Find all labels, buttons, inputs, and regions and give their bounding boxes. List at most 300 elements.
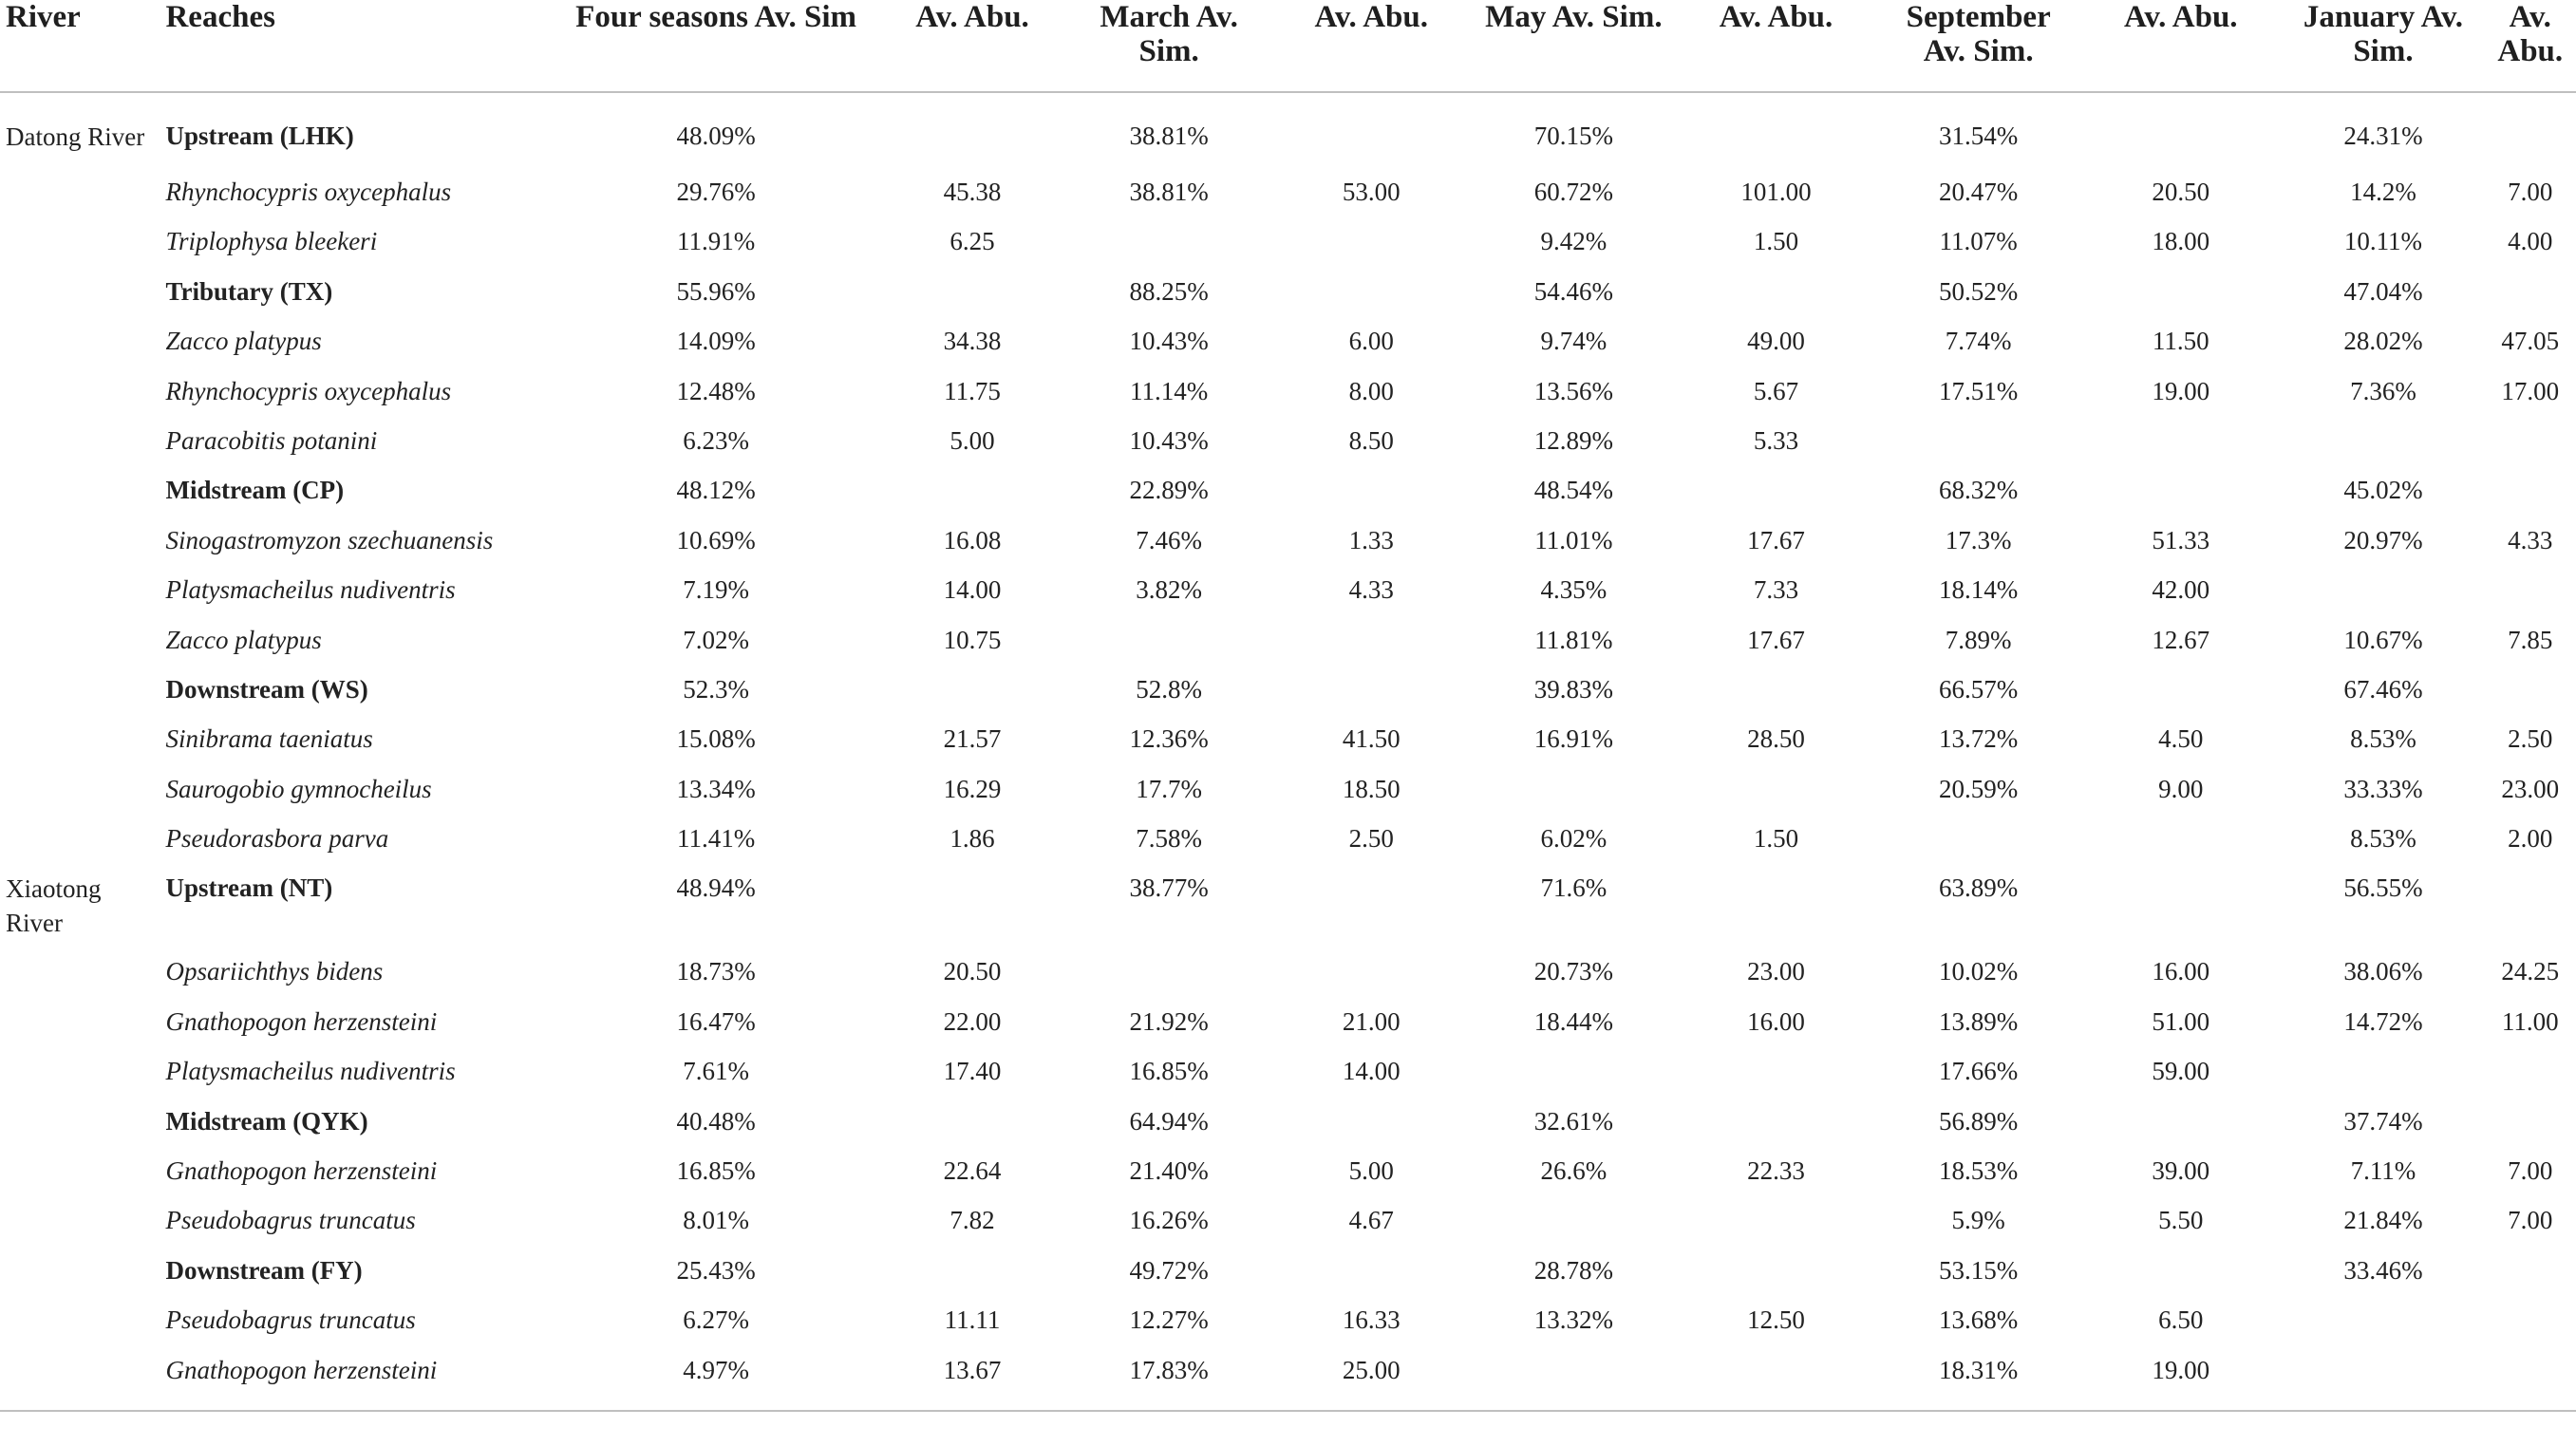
march-abu-cell: 14.00: [1342, 1057, 1401, 1086]
four-seasons-abu-cell: [877, 1254, 1068, 1304]
may-abu-cell: 23.00: [1747, 957, 1805, 986]
january-sim-cell: 67.46%: [2343, 674, 2423, 704]
may-sim-cell: 28.78%: [1533, 1255, 1613, 1285]
march-abu-cell: 4.67: [1348, 1206, 1394, 1235]
may-sim-cell: 9.42%: [1540, 227, 1608, 256]
september-abu-cell: [2079, 424, 2282, 474]
september-abu-cell: 12.67: [2152, 625, 2210, 654]
species-cell: Rhynchocypris oxycephalus: [165, 178, 452, 206]
september-sim-cell: 18.31%: [1877, 1354, 2079, 1411]
four-seasons-sim-cell: 55.96%: [676, 276, 756, 306]
four-seasons-abu-cell: [877, 92, 1068, 176]
table-row: [0, 573, 2576, 623]
march-abu-cell: 8.00: [1348, 376, 1394, 405]
may-abu-cell: 16.00: [1747, 1006, 1805, 1036]
january-abu-cell: 2.50: [2508, 724, 2553, 754]
table-row: [0, 1105, 2576, 1155]
may-abu-cell: [1675, 275, 1877, 325]
table-row: [0, 275, 2576, 325]
january-sim-cell: 37.74%: [2343, 1106, 2423, 1136]
table-row: [0, 1304, 2576, 1353]
september-sim-cell: 10.02%: [1939, 957, 2019, 986]
species-cell: Sinibrama taeniatus: [165, 724, 373, 754]
header-four-seasons-sim: Four seasons Av. Sim: [555, 0, 877, 92]
may-sim-cell: 26.6%: [1540, 1156, 1608, 1186]
may-sim-cell: 60.72%: [1533, 178, 1613, 206]
march-sim-cell: 16.26%: [1129, 1206, 1209, 1235]
march-sim-cell: 12.36%: [1129, 724, 1209, 754]
march-sim-cell: 11.14%: [1129, 376, 1209, 405]
species-cell: Gnathopogon herzensteini: [160, 1354, 555, 1411]
january-abu-cell: [2485, 673, 2576, 723]
four-seasons-sim-cell: 48.09%: [676, 122, 756, 150]
march-abu-cell: 2.50: [1348, 824, 1394, 854]
four-seasons-sim-cell: 7.02%: [683, 625, 749, 654]
may-abu-cell: [1675, 92, 1877, 176]
four-seasons-sim-cell: 25.43%: [676, 1255, 756, 1285]
september-sim-cell: 66.57%: [1939, 674, 2019, 704]
header-river: River: [0, 0, 160, 92]
river-cell: [0, 176, 160, 225]
table-row: [0, 773, 2576, 822]
september-abu-cell: [2079, 275, 2282, 325]
river-cell: [0, 1354, 160, 1411]
january-sim-cell: 56.55%: [2343, 873, 2423, 903]
may-abu-cell: 101.00: [1740, 178, 1812, 206]
january-abu-cell: [2485, 1055, 2576, 1104]
january-abu-cell: 2.00: [2508, 824, 2553, 854]
table-row: [0, 673, 2576, 723]
may-sim-cell: 6.02%: [1540, 824, 1608, 854]
march-sim-cell: 38.81%: [1129, 122, 1209, 150]
table-row: [0, 176, 2576, 225]
september-abu-cell: 59.00: [2152, 1057, 2210, 1086]
may-sim-cell: 11.01%: [1534, 525, 1613, 554]
september-abu-cell: [2079, 673, 2282, 723]
september-sim-cell: 11.07%: [1939, 227, 2018, 256]
reach-cell: Upstream (NT): [165, 873, 333, 903]
river-cell: [0, 955, 160, 1005]
four-seasons-abu-cell: [877, 474, 1068, 523]
four-seasons-sim-cell: 29.76%: [676, 178, 756, 206]
river-cell: [0, 1155, 160, 1204]
may-abu-cell: [1675, 1204, 1877, 1253]
march-sim-cell: [1068, 225, 1270, 274]
species-cell: Saurogobio gymnocheilus: [165, 774, 432, 803]
table-row: [0, 1254, 2576, 1304]
four-seasons-abu-cell: 6.25: [950, 227, 995, 256]
four-seasons-sim-cell: 4.97%: [555, 1354, 877, 1411]
four-seasons-sim-cell: 6.27%: [683, 1305, 749, 1335]
march-abu-cell: 16.33: [1342, 1305, 1401, 1335]
march-abu-cell: 21.00: [1342, 1006, 1401, 1036]
september-abu-cell: 16.00: [2152, 957, 2210, 986]
may-abu-cell: [1675, 773, 1877, 822]
may-abu-cell: 28.50: [1747, 724, 1805, 754]
four-seasons-sim-cell: 11.41%: [676, 824, 756, 854]
four-seasons-abu-cell: 21.57: [943, 724, 1002, 754]
river-cell: Datong River: [6, 122, 145, 151]
march-abu-cell: 5.00: [1348, 1156, 1394, 1186]
table-row: [0, 325, 2576, 374]
four-seasons-sim-cell: 14.09%: [676, 327, 756, 356]
table-row: [0, 92, 2576, 176]
header-may-sim: May Av. Sim.: [1473, 0, 1675, 92]
may-sim-cell: [1473, 1354, 1675, 1411]
january-sim-cell: 8.53%: [2350, 724, 2416, 754]
may-abu-cell: 17.67: [1747, 625, 1805, 654]
january-sim-cell: 10.67%: [2343, 625, 2423, 654]
september-abu-cell: 11.50: [2152, 327, 2209, 356]
january-sim-cell: 45.02%: [2343, 476, 2423, 505]
may-sim-cell: 12.89%: [1533, 425, 1613, 455]
january-sim-cell: 38.06%: [2343, 957, 2423, 986]
four-seasons-abu-cell: 11.11: [944, 1305, 1001, 1335]
march-sim-cell: 3.82%: [1136, 575, 1202, 605]
march-sim-cell: 38.81%: [1129, 178, 1209, 206]
january-sim-cell: 28.02%: [2343, 327, 2423, 356]
september-sim-cell: 31.54%: [1939, 122, 2019, 150]
september-abu-cell: 5.50: [2158, 1206, 2204, 1235]
may-sim-cell: 4.35%: [1540, 575, 1608, 605]
september-abu-cell: [2079, 822, 2282, 872]
may-sim-cell: 54.46%: [1533, 276, 1613, 306]
january-abu-cell: 7.00: [2508, 178, 2553, 206]
reach-cell: Midstream (QYK): [165, 1106, 368, 1136]
river-cell: [0, 624, 160, 673]
may-abu-cell: 5.67: [1753, 376, 1799, 405]
may-abu-cell: 17.67: [1747, 525, 1805, 554]
species-cell: Pseudorasbora parva: [165, 824, 389, 854]
september-abu-cell: 51.00: [2152, 1006, 2210, 1036]
four-seasons-sim-cell: 7.19%: [683, 575, 749, 605]
table-row: [0, 624, 2576, 673]
march-sim-cell: 10.43%: [1129, 425, 1209, 455]
march-sim-cell: 64.94%: [1129, 1106, 1209, 1136]
four-seasons-abu-cell: 16.29: [943, 774, 1002, 803]
four-seasons-sim-cell: 40.48%: [676, 1106, 756, 1136]
september-sim-cell: 50.52%: [1939, 276, 2019, 306]
four-seasons-abu-cell: 10.75: [943, 625, 1002, 654]
species-cell: Triplophysa bleekeri: [165, 227, 378, 256]
reach-cell: Downstream (FY): [165, 1255, 363, 1285]
species-cell: Platysmacheilus nudiventris: [165, 575, 456, 605]
september-abu-cell: 6.50: [2158, 1305, 2204, 1335]
september-sim-cell: 20.47%: [1939, 178, 2019, 206]
january-sim-cell: [2282, 1354, 2484, 1411]
january-sim-cell: 33.46%: [2343, 1255, 2423, 1285]
january-abu-cell: [2485, 92, 2576, 176]
species-cell: Zacco platypus: [165, 327, 322, 356]
september-abu-cell: 19.00: [2079, 1354, 2282, 1411]
september-sim-cell: 63.89%: [1939, 873, 2019, 903]
september-sim-cell: 20.59%: [1939, 774, 2019, 803]
river-cell: [0, 1304, 160, 1353]
march-abu-cell: 4.33: [1348, 575, 1394, 605]
may-abu-cell: [1675, 872, 1877, 955]
january-abu-cell: [2485, 474, 2576, 523]
species-cell: Pseudobagrus truncatus: [165, 1305, 416, 1335]
january-sim-cell: [2282, 1055, 2484, 1104]
header-four-seasons-abu: Av. Abu.: [877, 0, 1068, 92]
september-abu-cell: 4.50: [2158, 724, 2204, 754]
four-seasons-abu-cell: [877, 1105, 1068, 1155]
september-abu-cell: 39.00: [2152, 1156, 2210, 1186]
september-sim-cell: 18.53%: [1939, 1156, 2019, 1186]
four-seasons-sim-cell: 11.91%: [676, 227, 756, 256]
may-abu-cell: [1675, 1354, 1877, 1411]
march-abu-cell: 41.50: [1342, 724, 1401, 754]
march-abu-cell: [1270, 1254, 1473, 1304]
species-cell: Rhynchocypris oxycephalus: [165, 376, 452, 405]
four-seasons-abu-cell: 14.00: [943, 575, 1002, 605]
may-sim-cell: 18.44%: [1533, 1006, 1613, 1036]
header-january-abu: Av. Abu.: [2485, 0, 2576, 92]
four-seasons-abu-cell: 22.64: [943, 1156, 1002, 1186]
table-row: [0, 1354, 2576, 1411]
march-abu-cell: [1270, 92, 1473, 176]
march-abu-cell: 8.50: [1348, 425, 1394, 455]
river-cell: [0, 375, 160, 424]
march-sim-cell: 52.8%: [1136, 674, 1202, 704]
table-row: [0, 474, 2576, 523]
species-cell: Zacco platypus: [165, 625, 322, 654]
march-sim-cell: 21.92%: [1129, 1006, 1209, 1036]
four-seasons-sim-cell: 13.34%: [676, 774, 756, 803]
september-abu-cell: 51.33: [2152, 525, 2210, 554]
may-abu-cell: [1675, 474, 1877, 523]
river-cell: [0, 723, 160, 772]
march-abu-cell: [1270, 225, 1473, 274]
september-sim-cell: 7.89%: [1945, 625, 2012, 654]
january-sim-cell: [2282, 573, 2484, 623]
river-cell: [0, 1055, 160, 1104]
september-sim-cell: 13.89%: [1939, 1006, 2019, 1036]
september-abu-cell: [2079, 474, 2282, 523]
september-abu-cell: 19.00: [2152, 376, 2210, 405]
header-march-abu: Av. Abu.: [1270, 0, 1473, 92]
header-row: [0, 0, 2576, 92]
header-reaches: Reaches: [160, 0, 555, 92]
may-abu-cell: [1675, 673, 1877, 723]
march-abu-cell: [1270, 1105, 1473, 1155]
january-abu-cell: 4.33: [2508, 525, 2553, 554]
river-cell: [0, 773, 160, 822]
four-seasons-sim-cell: 18.73%: [676, 957, 756, 986]
four-seasons-abu-cell: 20.50: [943, 957, 1002, 986]
table-row: [0, 1005, 2576, 1055]
january-sim-cell: [2282, 1304, 2484, 1353]
march-sim-cell: 22.89%: [1129, 476, 1209, 505]
may-abu-cell: 7.33: [1753, 575, 1799, 605]
march-sim-cell: 7.46%: [1136, 525, 1202, 554]
four-seasons-abu-cell: 11.75: [944, 376, 1001, 405]
september-sim-cell: 53.15%: [1939, 1255, 2019, 1285]
may-sim-cell: [1473, 1055, 1675, 1104]
river-cell: [0, 673, 160, 723]
march-abu-cell: [1270, 624, 1473, 673]
january-sim-cell: 33.33%: [2343, 774, 2423, 803]
river-cell: [0, 424, 160, 474]
march-abu-cell: 1.33: [1348, 525, 1394, 554]
species-cell: Pseudobagrus truncatus: [165, 1206, 416, 1235]
january-sim-cell: 14.72%: [2343, 1006, 2423, 1036]
four-seasons-abu-cell: [877, 275, 1068, 325]
january-abu-cell: [2485, 573, 2576, 623]
september-sim-cell: 13.68%: [1939, 1305, 2019, 1335]
table-row: [0, 375, 2576, 424]
four-seasons-sim-cell: 52.3%: [683, 674, 749, 704]
may-abu-cell: [1675, 1105, 1877, 1155]
january-abu-cell: [2485, 424, 2576, 474]
may-abu-cell: 1.50: [1753, 824, 1799, 854]
table-row: [0, 723, 2576, 772]
four-seasons-sim-cell: 16.85%: [676, 1156, 756, 1186]
river-cell: [0, 1005, 160, 1055]
january-sim-cell: 21.84%: [2343, 1206, 2423, 1235]
january-abu-cell: [2485, 1354, 2576, 1411]
river-cell: [0, 1204, 160, 1253]
may-abu-cell: 5.33: [1753, 425, 1799, 455]
may-abu-cell: [1675, 1055, 1877, 1104]
header-september-sim: September Av. Sim.: [1877, 0, 2079, 92]
four-seasons-sim-cell: 15.08%: [676, 724, 756, 754]
march-sim-cell: 17.83%: [1068, 1354, 1270, 1411]
september-sim-cell: [1877, 424, 2079, 474]
september-sim-cell: 13.72%: [1939, 724, 2019, 754]
september-abu-cell: [2079, 92, 2282, 176]
september-sim-cell: 17.3%: [1945, 525, 2012, 554]
september-abu-cell: 18.00: [2152, 227, 2210, 256]
four-seasons-abu-cell: 45.38: [943, 178, 1002, 206]
january-abu-cell: [2485, 275, 2576, 325]
may-sim-cell: 39.83%: [1533, 674, 1613, 704]
september-sim-cell: 18.14%: [1939, 575, 2019, 605]
january-abu-cell: 7.00: [2508, 1206, 2553, 1235]
table-row: [0, 955, 2576, 1005]
four-seasons-sim-cell: 48.94%: [676, 873, 756, 903]
header-september-abu: Av. Abu.: [2079, 0, 2282, 92]
may-abu-cell: 12.50: [1747, 1305, 1805, 1335]
table-row: [0, 424, 2576, 474]
september-abu-cell: [2079, 872, 2282, 955]
species-cell: Gnathopogon herzensteini: [165, 1006, 438, 1036]
january-abu-cell: 47.05: [2501, 327, 2560, 356]
header-january-sim: January Av. Sim.: [2282, 0, 2484, 92]
header-march-sim: March Av. Sim.: [1068, 0, 1270, 92]
march-abu-cell: [1270, 673, 1473, 723]
four-seasons-abu-cell: [877, 872, 1068, 955]
march-sim-cell: 16.85%: [1129, 1057, 1209, 1086]
four-seasons-sim-cell: 16.47%: [676, 1006, 756, 1036]
river-cell: [0, 225, 160, 274]
species-cell: Gnathopogon herzensteini: [165, 1156, 438, 1186]
table-row: [0, 1055, 2576, 1104]
march-sim-cell: 88.25%: [1129, 276, 1209, 306]
header-may-abu: Av. Abu.: [1675, 0, 1877, 92]
reach-cell: Tributary (TX): [165, 276, 333, 306]
september-sim-cell: 17.51%: [1939, 376, 2019, 405]
september-sim-cell: [1877, 822, 2079, 872]
may-abu-cell: 49.00: [1747, 327, 1805, 356]
september-abu-cell: 20.50: [2152, 178, 2210, 206]
september-abu-cell: [2079, 1254, 2282, 1304]
table-row: [0, 872, 2576, 955]
river-cell: [0, 822, 160, 872]
january-sim-cell: 20.97%: [2343, 525, 2423, 554]
reach-cell: Downstream (WS): [165, 674, 368, 704]
september-sim-cell: 68.32%: [1939, 476, 2019, 505]
species-cell: Paracobitis potanini: [165, 425, 378, 455]
september-sim-cell: 56.89%: [1939, 1106, 2019, 1136]
march-sim-cell: 17.7%: [1136, 774, 1202, 803]
may-sim-cell: 32.61%: [1533, 1106, 1613, 1136]
four-seasons-abu-cell: 7.82: [950, 1206, 995, 1235]
may-abu-cell: 22.33: [1747, 1156, 1805, 1186]
january-abu-cell: 17.00: [2501, 376, 2560, 405]
march-abu-cell: 6.00: [1348, 327, 1394, 356]
may-sim-cell: [1473, 773, 1675, 822]
table-row: [0, 1204, 2576, 1253]
march-abu-cell: 18.50: [1342, 774, 1401, 803]
january-abu-cell: 24.25: [2501, 957, 2560, 986]
march-sim-cell: 7.58%: [1136, 824, 1202, 854]
march-sim-cell: 49.72%: [1129, 1255, 1209, 1285]
may-sim-cell: 48.54%: [1533, 476, 1613, 505]
march-sim-cell: 12.27%: [1129, 1305, 1209, 1335]
may-sim-cell: 16.91%: [1533, 724, 1613, 754]
table-header: [0, 0, 2576, 92]
september-abu-cell: 9.00: [2158, 774, 2204, 803]
january-sim-cell: 7.11%: [2350, 1156, 2416, 1186]
march-sim-cell: [1068, 624, 1270, 673]
may-abu-cell: 1.50: [1753, 227, 1799, 256]
river-cell: [0, 325, 160, 374]
january-abu-cell: [2485, 1304, 2576, 1353]
january-abu-cell: [2485, 872, 2576, 955]
river-cell: [0, 1105, 160, 1155]
january-abu-cell: [2485, 1254, 2576, 1304]
four-seasons-abu-cell: 22.00: [943, 1006, 1002, 1036]
march-sim-cell: 38.77%: [1129, 873, 1209, 903]
september-abu-cell: 42.00: [2152, 575, 2210, 605]
four-seasons-sim-cell: 48.12%: [676, 476, 756, 505]
river-cell: Xiaotong River: [6, 874, 102, 938]
march-abu-cell: [1270, 474, 1473, 523]
march-abu-cell: [1270, 872, 1473, 955]
may-sim-cell: [1473, 1204, 1675, 1253]
may-abu-cell: [1675, 1254, 1877, 1304]
september-sim-cell: 7.74%: [1945, 327, 2012, 356]
january-abu-cell: 11.00: [2501, 1006, 2559, 1036]
river-cell: [0, 524, 160, 573]
january-sim-cell: 10.11%: [2343, 227, 2423, 256]
four-seasons-abu-cell: 17.40: [943, 1057, 1002, 1086]
four-seasons-sim-cell: 10.69%: [676, 525, 756, 554]
reach-cell: Midstream (CP): [165, 476, 345, 505]
may-sim-cell: 20.73%: [1533, 957, 1613, 986]
river-cell: [0, 573, 160, 623]
four-seasons-abu-cell: 13.67: [877, 1354, 1068, 1411]
four-seasons-abu-cell: 34.38: [943, 327, 1002, 356]
may-sim-cell: 13.56%: [1533, 376, 1613, 405]
march-abu-cell: [1270, 955, 1473, 1005]
january-sim-cell: 7.36%: [2350, 376, 2416, 405]
march-sim-cell: 10.43%: [1129, 327, 1209, 356]
reach-cell: Upstream (LHK): [165, 122, 354, 150]
january-abu-cell: 7.00: [2508, 1156, 2553, 1186]
march-abu-cell: [1270, 275, 1473, 325]
